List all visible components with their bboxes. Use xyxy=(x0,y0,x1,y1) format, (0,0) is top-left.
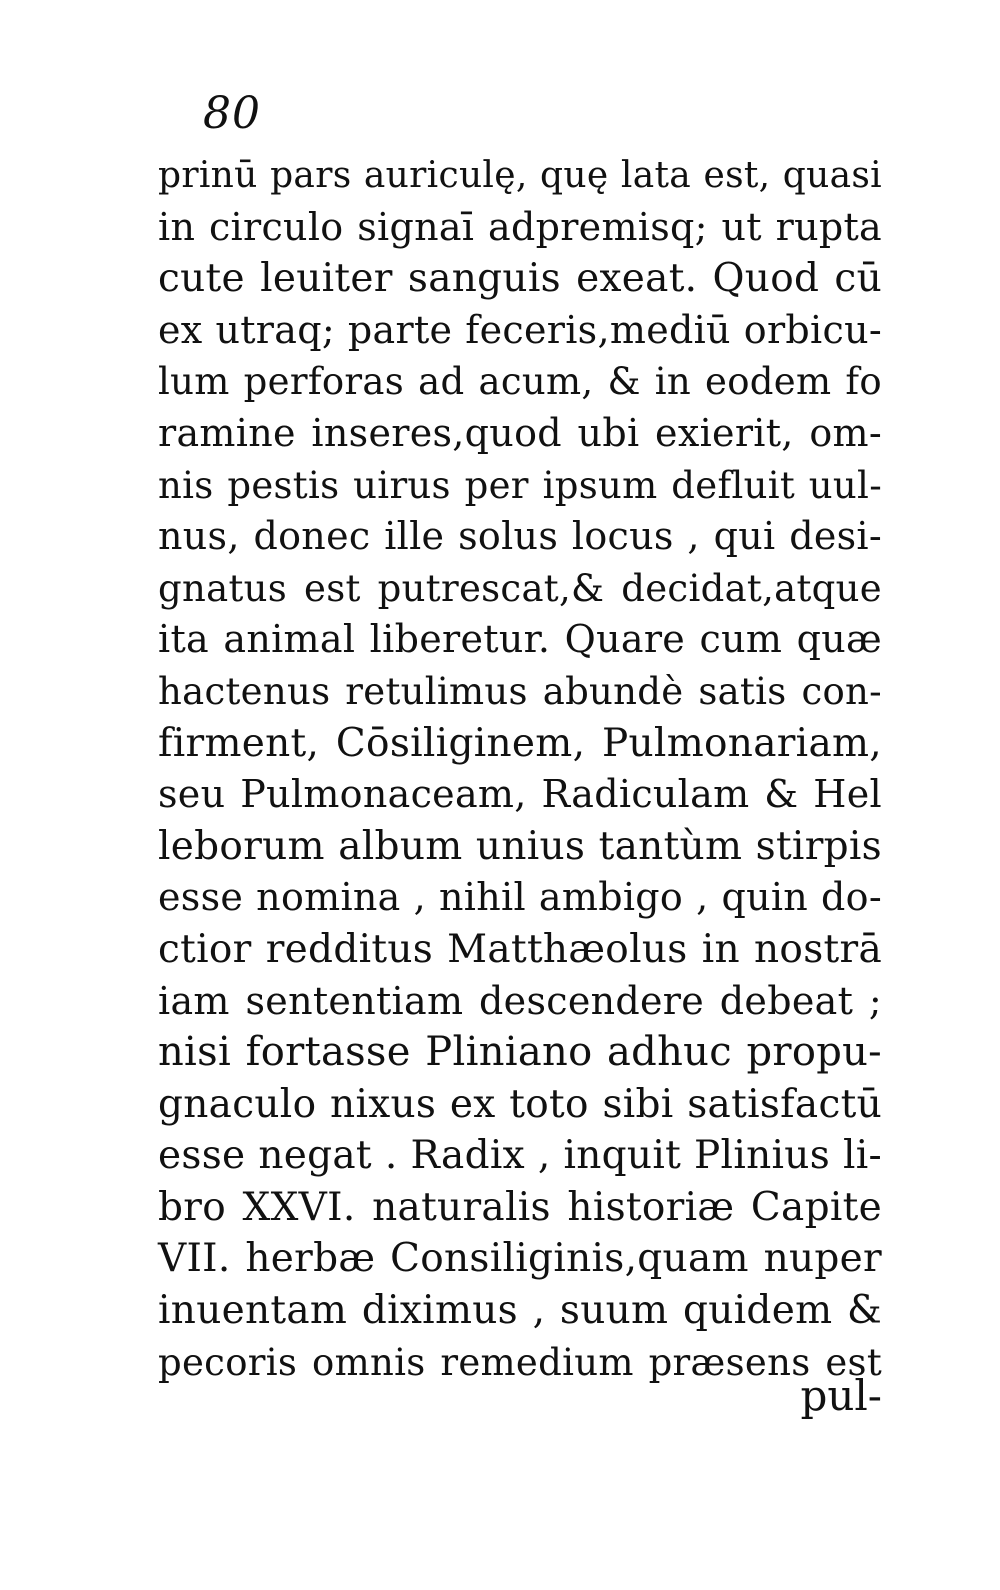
text-line: nisi fortasse Pliniano adhuc propu- xyxy=(158,1029,882,1076)
body-text xyxy=(158,150,882,1388)
page-number: 80 xyxy=(203,88,261,139)
text-line: prinū pars auriculę, quę lata est, quasi xyxy=(158,155,882,196)
text-line: bro XXVI. naturalis historiæ Capite xyxy=(158,1184,882,1230)
text-line: nus, donec ille solus locus , qui desi- xyxy=(158,514,882,559)
text-line: pecoris omnis remedium præsens est xyxy=(158,1340,882,1384)
text-line: gnatus est putrescat,& decidat,atque xyxy=(158,566,882,610)
catchword: pul- xyxy=(800,1371,882,1420)
text-line: ramine inseres,quod ubi exierit, om- xyxy=(158,410,882,455)
text-line: VII. herbæ Consiliginis,quam nuper xyxy=(158,1236,882,1282)
text-line: esse negat . Radix , inquit Plinius li- xyxy=(158,1133,882,1179)
text-line: ctior redditus Matthæolus in nostrā xyxy=(158,926,882,972)
text-line: hactenus retulimus abundè satis con- xyxy=(158,669,882,713)
text-line: cute leuiter sanguis exeat. Quod cū xyxy=(158,256,882,302)
text-line: nis pestis uirus per ipsum defluit uul- xyxy=(158,463,882,507)
text-line: firment, Cōsiliginem, Pulmonariam, xyxy=(158,720,882,766)
text-line: esse nomina , nihil ambigo , quin do- xyxy=(158,875,882,920)
text-line: in circulo signaī adpremisq; ut rupta xyxy=(158,204,882,249)
text-line: ita animal liberetur. Quare cum quæ xyxy=(158,617,882,662)
text-line: leborum album unius tantùm stirpis xyxy=(158,823,882,869)
text-line: lum perforas ad acum, & in eodem fo xyxy=(158,360,882,404)
text-line: iam sententiam descendere debeat ; xyxy=(158,978,882,1023)
text-line: seu Pulmonaceam, Radiculam & Hel xyxy=(158,772,882,817)
text-line: ex utraq; parte feceris,mediū orbicu- xyxy=(158,307,882,352)
text-line: gnaculo nixus ex toto sibi satisfactū xyxy=(158,1081,882,1127)
text-line: inuentam diximus , suum quidem & xyxy=(158,1288,882,1334)
